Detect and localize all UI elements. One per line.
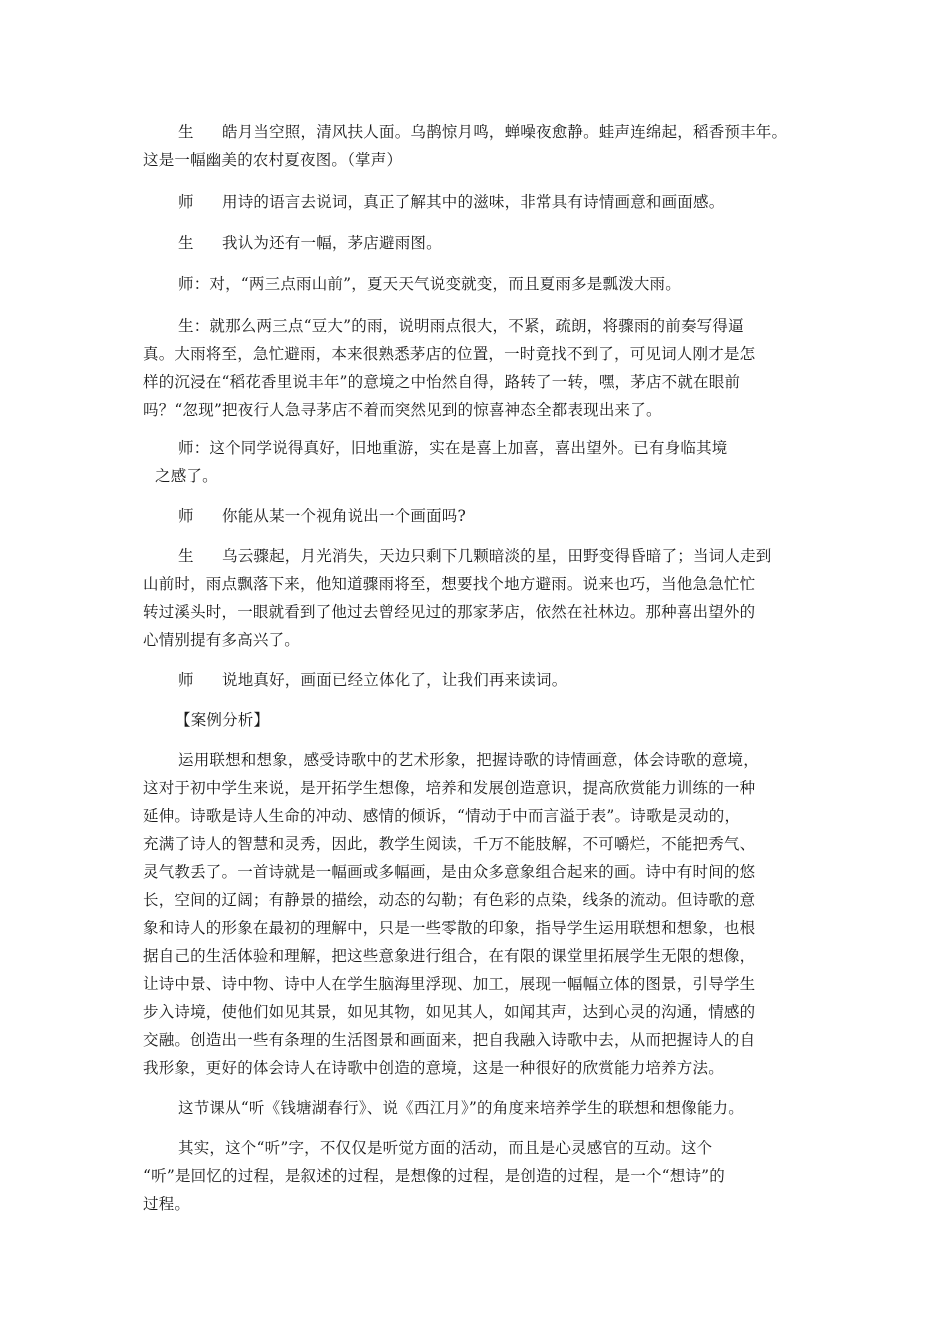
text-line: 象和诗人的形象在最初的理解中，只是一些零散的印象，指导学生运用联想和想象，也根 [143, 919, 756, 937]
line-text: 皓月当空照，清风扶人面。乌鹊惊月鸣，蝉噪夜愈静。蛙声连绵起，稻香预丰年。 [222, 123, 788, 141]
text-line: 心情别提有多高兴了。 [143, 631, 301, 649]
text-line: 之感了。 [155, 467, 218, 485]
text-line: 生：就那么两三点“豆大”的雨，说明雨点很大，不紧，疏朗，将骤雨的前奏写得逼 [178, 317, 744, 335]
dialogue-line [178, 192, 724, 212]
text-line: 运用联想和想象，感受诗歌中的艺术形象，把握诗歌的诗情画意，体会诗歌的意境， [178, 751, 759, 769]
speaker-label: 师 [178, 507, 194, 525]
line-text: 用诗的语言去说词，真正了解其中的滋味，非常具有诗情画意和画面感。 [222, 193, 725, 211]
text-line: 灵气教丢了。一首诗就是一幅画或多幅画，是由众多意象组合起来的画。诗中有时间的悠 [143, 863, 756, 881]
speaker-label: 师 [178, 671, 194, 689]
text-line: 长，空间的辽阔；有静景的描绘，动态的勾勒；有色彩的点染，线条的流动。但诗歌的意 [143, 891, 756, 909]
line-text: 说地真好，画面已经立体化了，让我们再来读词。 [222, 671, 568, 689]
line-text: 乌云骤起，月光消失，天边只剩下几颗暗淡的星，田野变得昏暗了；当词人走到 [222, 547, 772, 565]
dialogue-line [178, 122, 787, 142]
dialogue-line [178, 506, 466, 526]
text-line: 师：这个同学说得真好，旧地重游，实在是喜上加喜，喜出望外。已有身临其境 [178, 439, 728, 457]
text-line: 充满了诗人的智慧和灵秀，因此，教学生阅读，千万不能肢解，不可嚼烂，不能把秀气、 [143, 835, 756, 853]
section-heading: 【案例分析】 [175, 711, 270, 729]
text-line: 师：对，“两三点雨山前”，夏天天气说变就变，而且夏雨多是瓢泼大雨。 [178, 275, 681, 293]
speaker-label: 生 [178, 234, 194, 252]
text-line: 山前时，雨点飘落下来，他知道骤雨将至，想要找个地方避雨。说来也巧，当他急急忙忙 [143, 575, 756, 593]
text-line: 这是一幅幽美的农村夏夜图。（掌声） [143, 151, 403, 169]
dialogue-line [178, 233, 442, 253]
text-line: 转过溪头时，一眼就看到了他过去曾经见过的那家茅店，依然在社林边。那种喜出望外的 [143, 603, 756, 621]
text-line: 这对于初中学生来说，是开拓学生想像，培养和发展创造意识，提高欣赏能力训练的一种 [143, 779, 756, 797]
text-line: 过程。 [143, 1195, 191, 1213]
text-line: 步入诗境，使他们如见其景，如见其物，如见其人，如闻其声，达到心灵的沟通，情感的 [143, 1003, 756, 1021]
text-line: 延伸。诗歌是诗人生命的冲动、感情的倾诉，“情动于中而言溢于表”。诗歌是灵动的， [143, 807, 741, 825]
dialogue-line [178, 546, 772, 566]
line-text: 我认为还有一幅，茅店避雨图。 [222, 234, 442, 252]
text-line: 我形象，更好的体会诗人在诗歌中创造的意境，这是一种很好的欣赏能力培养方法。 [143, 1059, 724, 1077]
text-line: 交融。创造出一些有条理的生活图景和画面来，把自我融入诗歌中去，从而把握诗人的自 [143, 1031, 756, 1049]
text-line: “听”是回忆的过程，是叙述的过程，是想像的过程，是创造的过程，是一个“想诗”的 [143, 1167, 725, 1185]
text-line: 样的沉浸在“稻花香里说丰年”的意境之中怡然自得，路转了一转，嘿，茅店不就在眼前 [143, 373, 741, 391]
speaker-label: 生 [178, 547, 194, 565]
text-line: 让诗中景、诗中物、诗中人在学生脑海里浮现、加工，展现一幅幅立体的图景，引导学生 [143, 975, 756, 993]
dialogue-line [178, 670, 567, 690]
text-line: 吗？“忽现”把夜行人急寻茅店不着而突然见到的惊喜神态全都表现出来了。 [143, 401, 662, 419]
text-line: 据自己的生活体验和理解，把这些意象进行组合，在有限的课堂里拓展学生无限的想像， [143, 947, 756, 965]
text-line: 真。大雨将至，急忙避雨，本来很熟悉茅店的位置，一时竟找不到了，可见词人刚才是怎 [143, 345, 756, 363]
speaker-label: 生 [178, 123, 194, 141]
text-line: 这节课从“听《钱塘湖春行》、说《西江月》”的角度来培养学生的联想和想像能力。 [178, 1099, 744, 1117]
speaker-label: 师 [178, 193, 194, 211]
text-line: 其实，这个“听”字，不仅仅是听觉方面的活动，而且是心灵感官的互动。这个 [178, 1139, 713, 1157]
line-text: 你能从某一个视角说出一个画面吗? [222, 507, 467, 525]
